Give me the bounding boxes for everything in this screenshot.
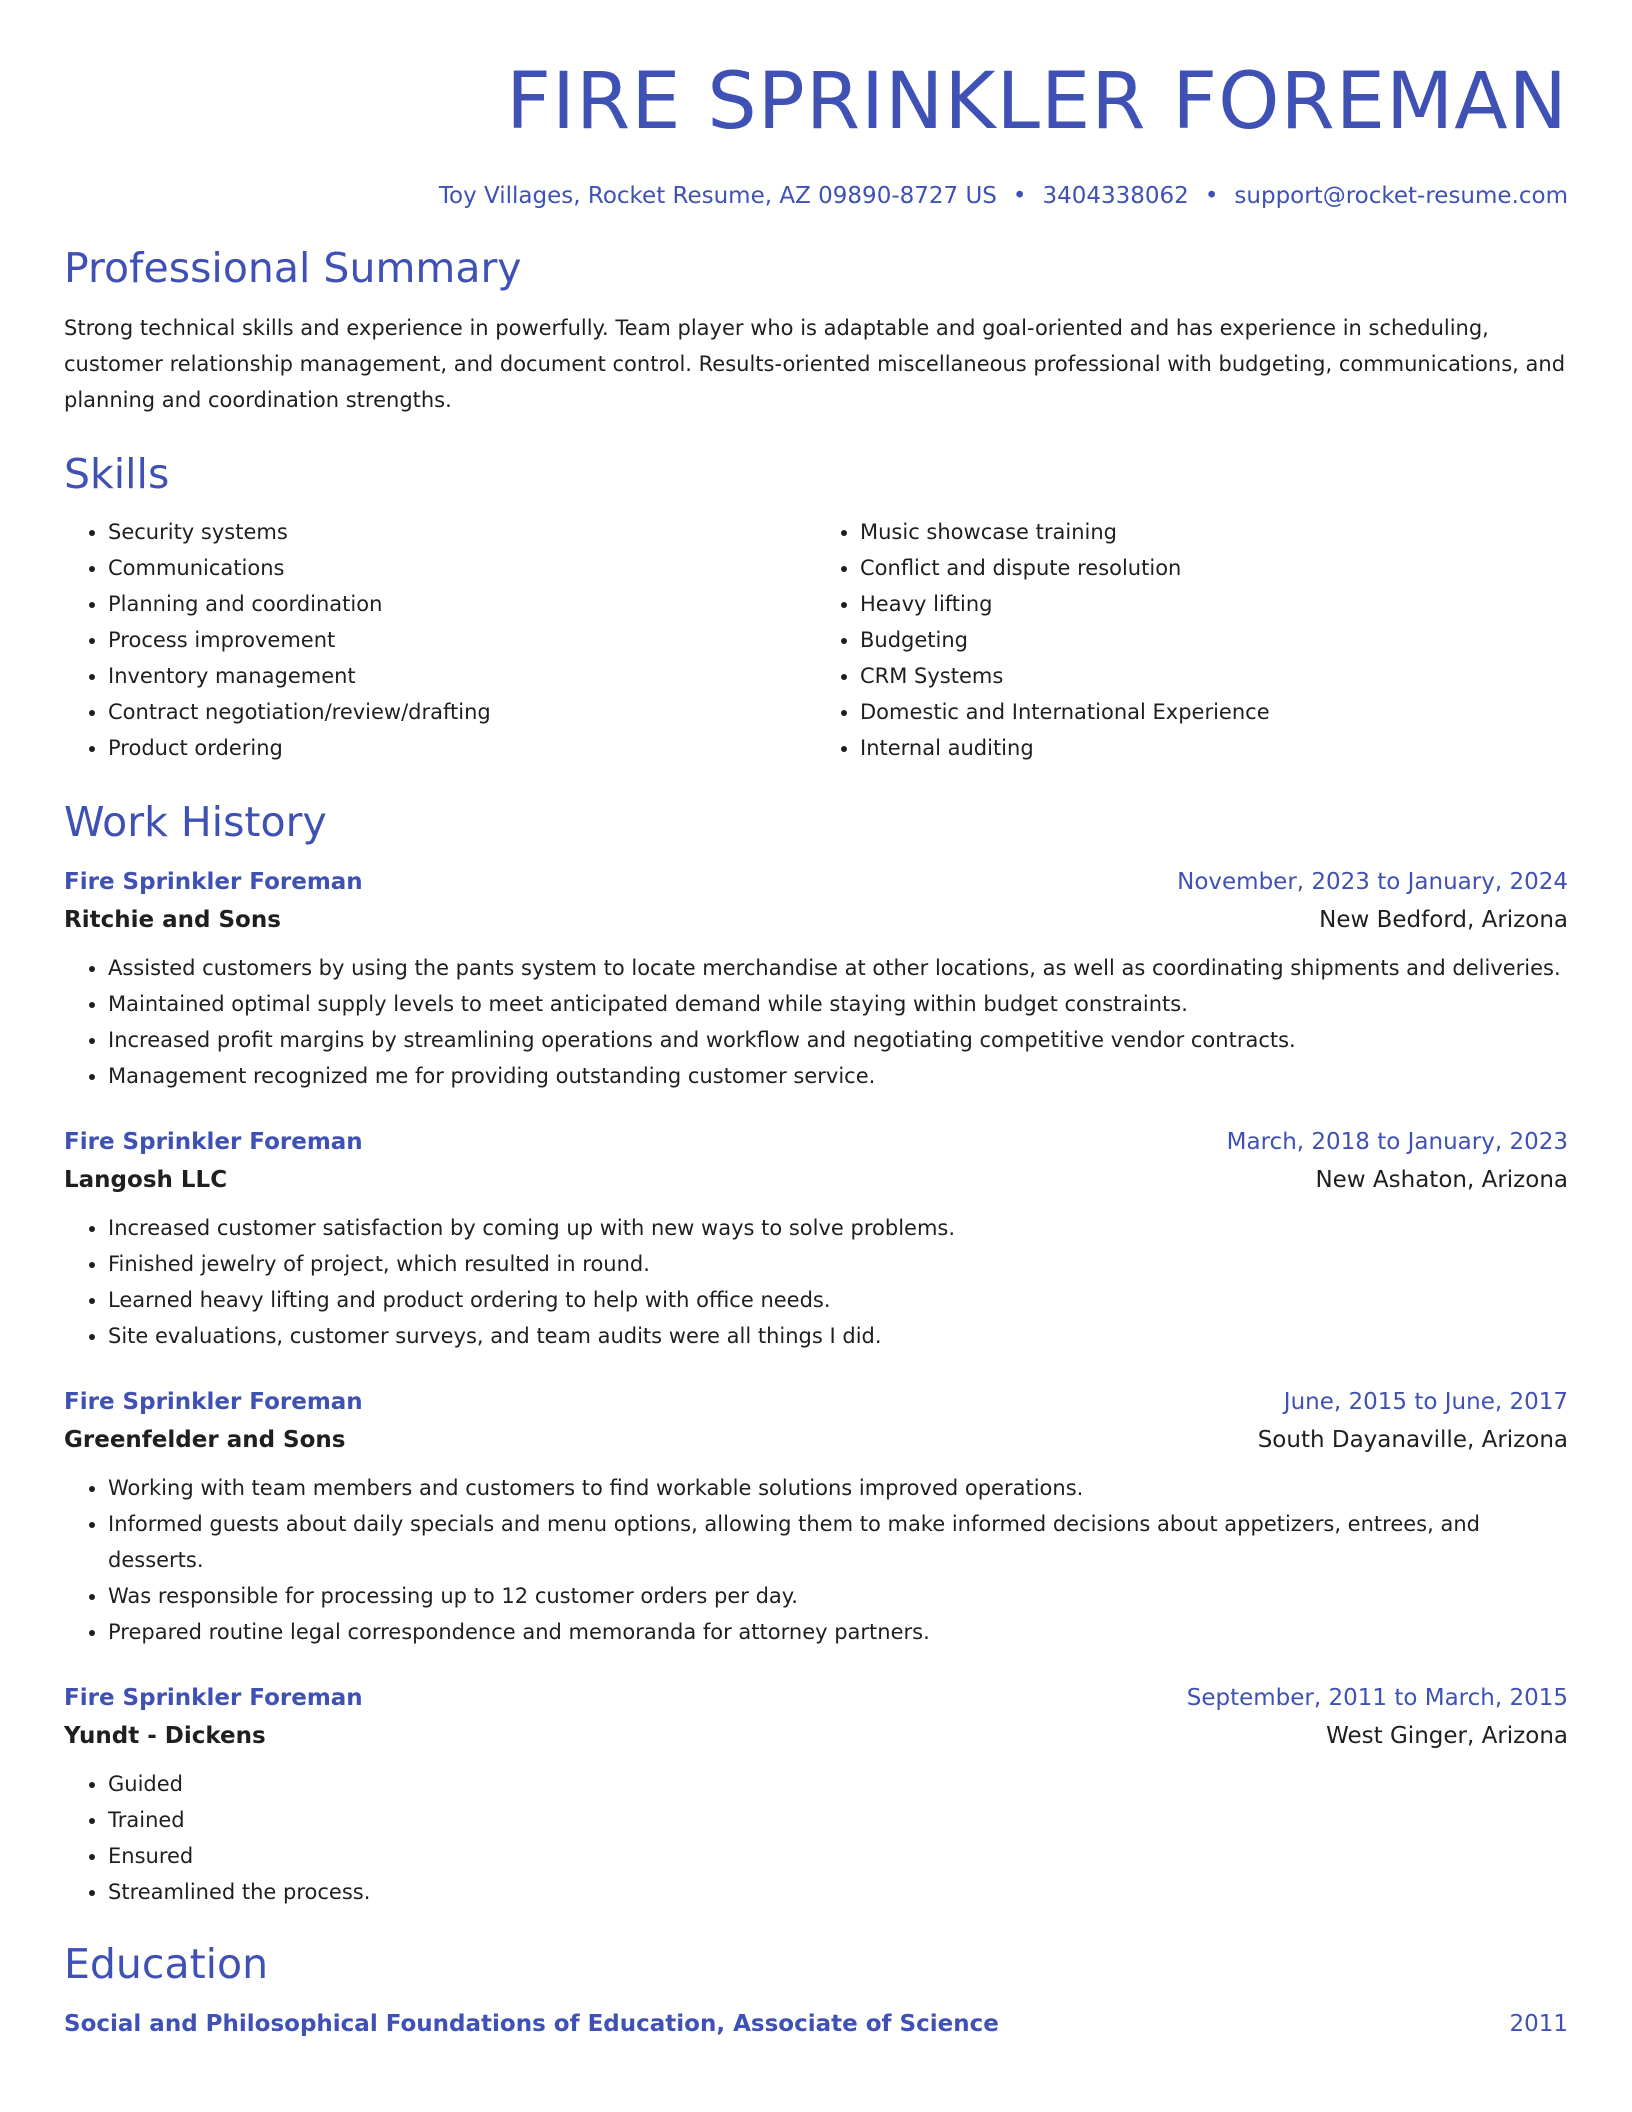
- job-bullet: • Guided: [108, 1766, 1568, 1802]
- contact-separator: •: [1204, 183, 1219, 209]
- job-title: Fire Sprinkler Foreman: [64, 1389, 363, 1415]
- job-dates: March, 2018 to January, 2023: [1226, 1129, 1568, 1155]
- skill-item: • Planning and coordination: [108, 586, 816, 622]
- education-degree: Social and Philosophical Foundations of Education, Associate of Science: [64, 2011, 999, 2037]
- skills-list: [64, 514, 1568, 766]
- contact-email[interactable]: support@rocket-resume.com: [1234, 183, 1568, 209]
- job-bullet: • Streamlined the process.: [108, 1874, 1568, 1910]
- job-bullet: • Working with team members and customers to find workable solutions improved operations.: [108, 1470, 1568, 1506]
- job-company-row: [64, 1160, 1568, 1200]
- job-bullet: • Finished jewelry of project, which resulted in round.: [108, 1246, 1568, 1282]
- skill-item: • Inventory management: [108, 658, 816, 694]
- education-entry: [64, 2006, 1568, 2042]
- skill-item: • Music showcase training: [860, 514, 1568, 550]
- skill-item: • Conflict and dispute resolution: [860, 550, 1568, 586]
- job-company: Langosh LLC: [64, 1167, 228, 1193]
- job-bullet: • Site evaluations, customer surveys, and team audits were all things I did.: [108, 1318, 1568, 1354]
- skills-column-right: [816, 514, 1568, 766]
- skill-item: • Heavy lifting: [860, 586, 1568, 622]
- summary-text: Strong technical skills and experience in powerfully. Team player who is adaptable and goal-oriented and has experience in scheduling, customer relationship management, and document control. Results-oriented miscellaneous professional with budgeting, communications, and planning and coordination strengths.: [64, 316, 1566, 412]
- job-company-row: [64, 900, 1568, 940]
- job-location: South Dayanaville, Arizona: [1257, 1427, 1568, 1453]
- skill-item: • Internal auditing: [860, 730, 1568, 766]
- skill-item: • Budgeting: [860, 622, 1568, 658]
- job-company: Greenfelder and Sons: [64, 1427, 346, 1453]
- job-bullets: [64, 950, 1568, 1094]
- skill-item: • Domestic and International Experience: [860, 694, 1568, 730]
- candidate-name: FIRE SPRINKLER FOREMAN: [506, 57, 1568, 147]
- job-location: New Bedford, Arizona: [1319, 907, 1568, 933]
- job-company: Yundt - Dickens: [64, 1723, 266, 1749]
- job-header-row: [64, 1384, 1568, 1420]
- skill-item: • Process improvement: [108, 622, 816, 658]
- skill-item: • Contract negotiation/review/drafting: [108, 694, 816, 730]
- job-title: Fire Sprinkler Foreman: [64, 1685, 363, 1711]
- job-bullet: • Increased profit margins by streamlining operations and workflow and negotiating competitive vendor contracts.: [108, 1022, 1568, 1058]
- job-bullet: • Increased customer satisfaction by coming up with new ways to solve problems.: [108, 1210, 1568, 1246]
- job-bullet: • Trained: [108, 1802, 1568, 1838]
- contact-separator: •: [1012, 183, 1027, 209]
- job-bullet: • Maintained optimal supply levels to meet anticipated demand while staying within budget constraints.: [108, 986, 1568, 1022]
- job-company-row: [64, 1420, 1568, 1460]
- job-bullet: • Was responsible for processing up to 12 customer orders per day.: [108, 1578, 1568, 1614]
- work-history-heading: Work History: [64, 798, 327, 846]
- job-bullet: • Ensured: [108, 1838, 1568, 1874]
- job-bullet: • Management recognized me for providing outstanding customer service.: [108, 1058, 1568, 1094]
- job-title: Fire Sprinkler Foreman: [64, 869, 363, 895]
- job-header-row: [64, 1680, 1568, 1716]
- job-entry: [64, 1384, 1568, 1650]
- job-bullet: • Learned heavy lifting and product ordering to help with office needs.: [108, 1282, 1568, 1318]
- job-title: Fire Sprinkler Foreman: [64, 1129, 363, 1155]
- job-header-row: [64, 864, 1568, 900]
- job-bullets: [64, 1470, 1568, 1650]
- job-location: New Ashaton, Arizona: [1315, 1167, 1568, 1193]
- skill-item: • Product ordering: [108, 730, 816, 766]
- job-dates: November, 2023 to January, 2024: [1177, 869, 1568, 895]
- contact-address: Toy Villages, Rocket Resume, AZ 09890-8727 US: [438, 183, 997, 209]
- job-company-row: [64, 1716, 1568, 1756]
- job-dates: June, 2015 to June, 2017: [1283, 1389, 1568, 1415]
- job-bullets: [64, 1210, 1568, 1354]
- job-dates: September, 2011 to March, 2015: [1186, 1685, 1568, 1711]
- skill-item: • Security systems: [108, 514, 816, 550]
- job-company: Ritchie and Sons: [64, 907, 281, 933]
- contact-phone: 3404338062: [1042, 183, 1189, 209]
- skill-item: • Communications: [108, 550, 816, 586]
- summary-heading: Professional Summary: [64, 244, 522, 292]
- job-bullet: • Informed guests about daily specials and menu options, allowing them to make informed decisions about appetizers, entrees, and desserts.: [108, 1506, 1568, 1578]
- contact-line: [64, 180, 1568, 212]
- job-entry: [64, 864, 1568, 1094]
- job-bullets: [64, 1766, 1568, 1910]
- job-bullet: • Prepared routine legal correspondence and memoranda for attorney partners.: [108, 1614, 1568, 1650]
- education-heading: Education: [64, 1940, 269, 1988]
- skills-column-left: [64, 514, 816, 766]
- job-location: West Ginger, Arizona: [1326, 1723, 1568, 1749]
- skill-item: • CRM Systems: [860, 658, 1568, 694]
- job-bullet: • Assisted customers by using the pants system to locate merchandise at other locations, as well as coordinating shipments and deliveries.: [108, 950, 1568, 986]
- job-header-row: [64, 1124, 1568, 1160]
- job-entry: [64, 1680, 1568, 1910]
- education-year: 2011: [1509, 2011, 1568, 2037]
- job-entry: [64, 1124, 1568, 1354]
- skills-heading: Skills: [64, 450, 170, 498]
